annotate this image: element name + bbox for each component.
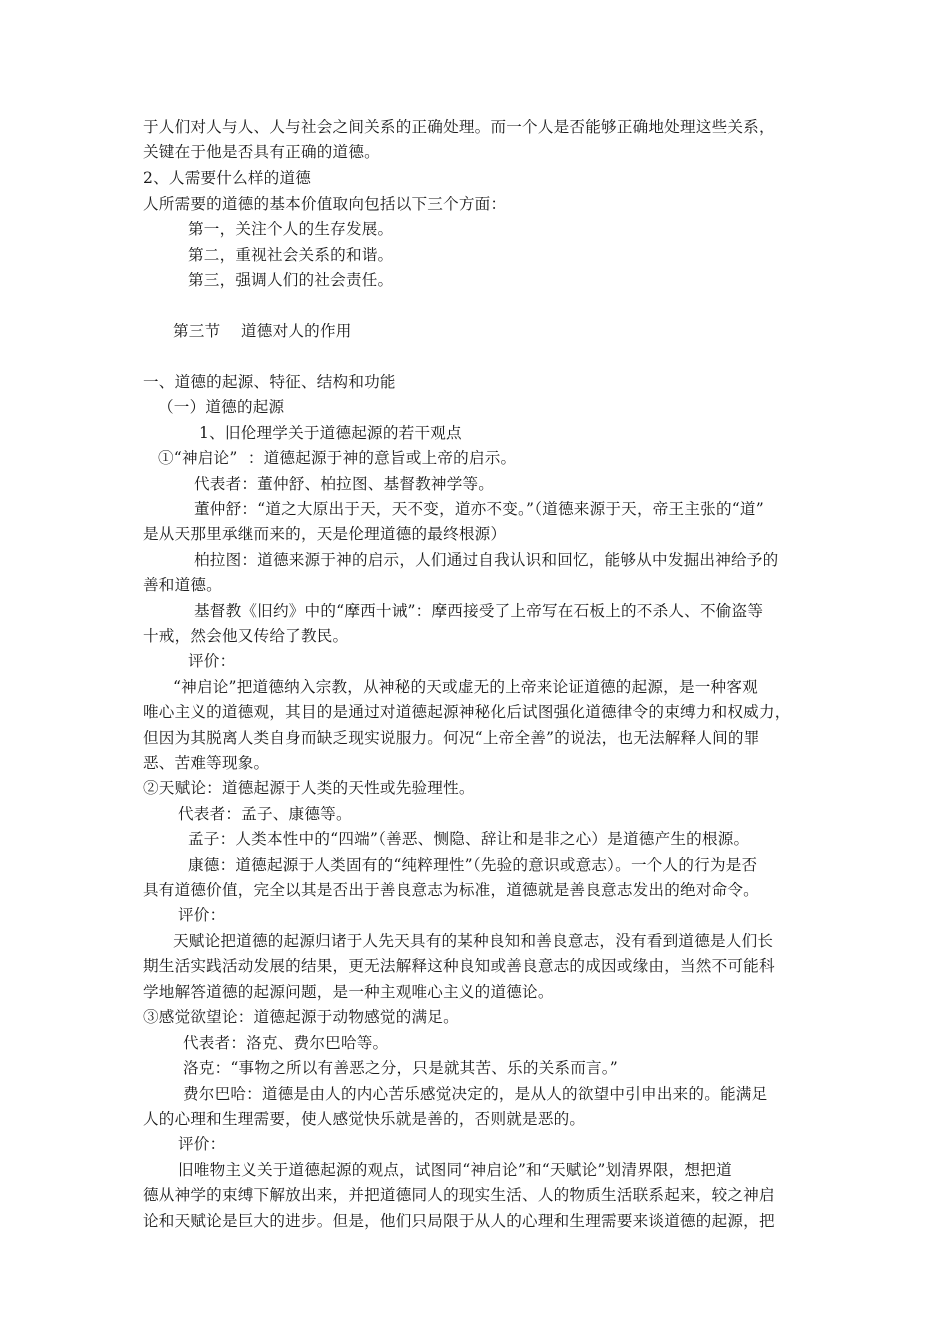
section-title: 第三节 道德对人的作用 <box>173 322 352 340</box>
paragraph-line: 关键在于他是否具有正确的道德。 <box>143 143 380 161</box>
paragraph-line: 唯心主义的道德观，其目的是通过对道德起源神秘化后试图强化道德律令的束缚力和权威力， <box>143 703 791 721</box>
heading: 2、人需要什么样的道德 <box>143 169 312 187</box>
paragraph-line: 旧唯物主义关于道德起源的观点，试图同“神启论”和“天赋论”划清界限，想把道 <box>178 1161 732 1179</box>
paragraph-line: 于人们对人与人、人与社会之间关系的正确处理。而一个人是否能够正确地处理这些关系， <box>143 118 775 136</box>
paragraph-line: 孟子：人类本性中的“四端”（善恶、恻隐、辞让和是非之心）是道德产生的根源。 <box>188 830 750 848</box>
heading: 一、道德的起源、特征、结构和功能 <box>143 373 396 391</box>
paragraph-line: ③感觉欲望论：道德起源于动物感觉的满足。 <box>143 1008 459 1026</box>
subheading: （一）道德的起源 <box>158 398 285 416</box>
paragraph-line: ②天赋论：道德起源于人类的天性或先验理性。 <box>143 779 475 797</box>
paragraph-line: 期生活实践活动发展的结果，更无法解释这种良知或善良意志的成因或缘由，当然不可能科 <box>143 957 775 975</box>
paragraph-line: 评价： <box>178 1135 226 1153</box>
paragraph-line: 代表者：董仲舒、柏拉图、基督教神学等。 <box>194 475 495 493</box>
paragraph-line: 具有道德价值，完全以其是否出于善良意志为标准，道德就是善良意志发出的绝对命令。 <box>143 881 759 899</box>
paragraph-line: 善和道德。 <box>143 576 222 594</box>
paragraph-line: 但因为其脱离人类自身而缺乏现实说服力。何况“上帝全善”的说法，也无法解释人间的罪 <box>143 729 760 747</box>
paragraph-line: 是从天那里承继而来的，天是伦理道德的最终根源） <box>143 525 507 543</box>
paragraph-line: 代表者：洛克、费尔巴哈等。 <box>183 1034 389 1052</box>
paragraph-line: 人所需要的道德的基本价值取向包括以下三个方面： <box>143 195 507 213</box>
paragraph-line: 学地解答道德的起源问题，是一种主观唯心主义的道德论。 <box>143 983 554 1001</box>
paragraph-line: 柏拉图：道德来源于神的启示，人们通过自我认识和回忆，能够从中发掘出神给予的 <box>194 551 779 569</box>
paragraph-line: 人的心理和生理需要，使人感觉快乐就是善的，否则就是恶的。 <box>143 1110 586 1128</box>
paragraph-line: 恶、苦难等现象。 <box>143 754 270 772</box>
paragraph-line: 十戒，然会他又传给了教民。 <box>143 627 349 645</box>
paragraph-line: 天赋论把道德的起源归诸于人先天具有的某种良知和善良意志，没有看到道德是人们长 <box>173 932 774 950</box>
paragraph-line: 论和天赋论是巨大的进步。但是，他们只局限于从人的心理和生理需要来谈道德的起源，把 <box>143 1212 775 1230</box>
list-item: 第二，重视社会关系的和谐。 <box>188 246 394 264</box>
paragraph-line: 评价： <box>188 652 236 670</box>
paragraph-line: 评价： <box>178 906 226 924</box>
paragraph-line: 康德：道德起源于人类固有的“纯粹理性”（先验的意识或意志）。一个人的行为是否 <box>188 856 758 874</box>
paragraph-line: 基督教《旧约》中的“摩西十诫”：摩西接受了上帝写在石板上的不杀人、不偷盗等 <box>194 602 764 620</box>
paragraph-line: “神启论”把道德纳入宗教，从神秘的天或虚无的上帝来论证道德的起源，是一种客观 <box>173 678 758 696</box>
paragraph-line: ①“神启论” ：道德起源于神的意旨或上帝的启示。 <box>158 449 517 467</box>
paragraph-line: 德从神学的束缚下解放出来，并把道德同人的现实生活、人的物质生活联系起来，较之神启 <box>143 1186 775 1204</box>
paragraph-line: 董仲舒：“道之大原出于天，天不变，道亦不变。”（道德来源于天，帝王主张的“道” <box>194 500 764 518</box>
paragraph-line: 代表者：孟子、康德等。 <box>178 805 352 823</box>
paragraph-line: 费尔巴哈：道德是由人的内心苦乐感觉决定的，是从人的欲望中引申出来的。能满足 <box>183 1085 768 1103</box>
list-item: 第三，强调人们的社会责任。 <box>188 271 394 289</box>
list-item: 第一，关注个人的生存发展。 <box>188 220 394 238</box>
paragraph-line: 洛克：“事物之所以有善恶之分，只是就其苦、乐的关系而言。” <box>183 1059 618 1077</box>
subheading: 1、旧伦理学关于道德起源的若干观点 <box>199 424 462 442</box>
